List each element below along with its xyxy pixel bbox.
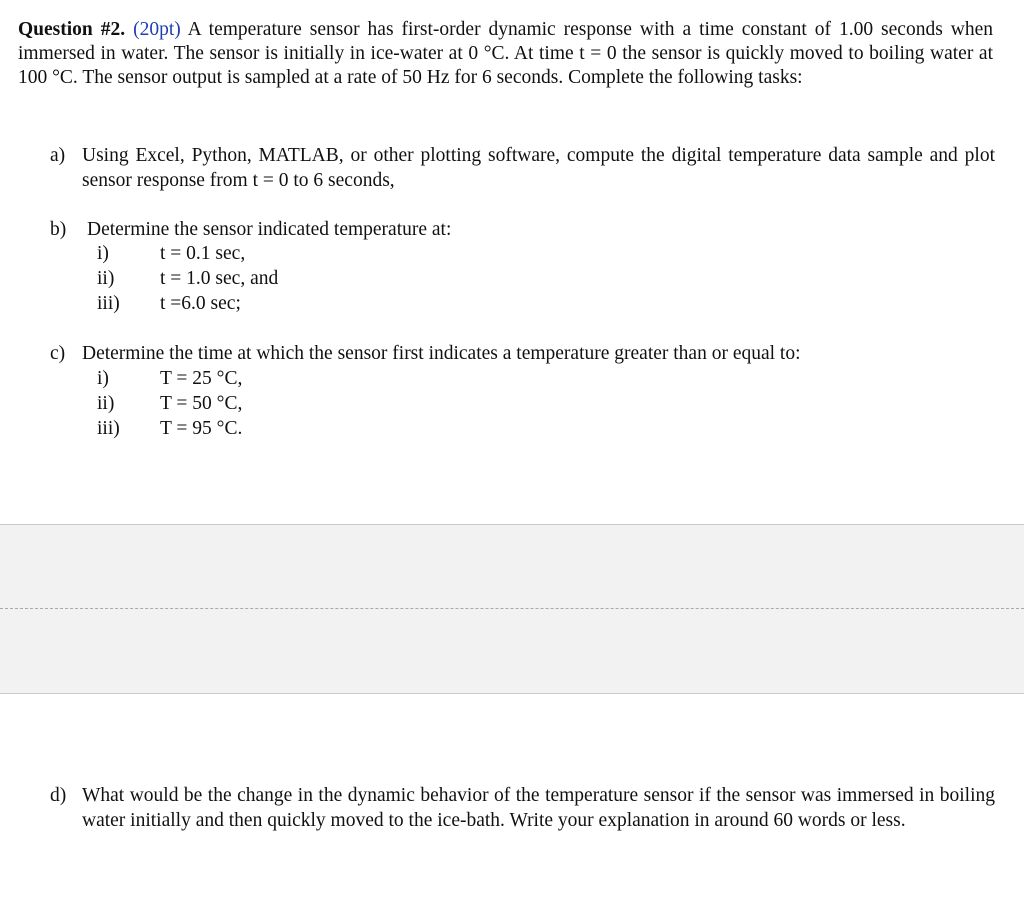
part-b-item-number: i) [97,243,109,264]
part-c-text: Determine the time at which the sensor first indicates a temperature greater than or equal to: [82,343,801,364]
part-b-item-number: iii) [97,293,120,314]
part-b-item-text: t = 0.1 sec, [160,243,246,264]
part-c-item-text: T = 25 °C, [160,368,243,389]
part-d [50,784,995,833]
part-c [50,342,995,367]
part-c-item-number: iii) [97,418,120,439]
part-b-item [97,267,278,292]
part-c-item-number: ii) [97,393,115,414]
part-b-item [97,292,241,317]
part-d-label: d) [50,785,67,806]
part-c-item [97,367,242,392]
part-b [50,218,995,243]
part-b-item-text: t =6.0 sec; [160,293,241,314]
question-header [18,18,993,90]
part-c-item-text: T = 50 °C, [160,393,243,414]
part-c-label: c) [50,343,66,364]
part-c-item-number: i) [97,368,109,389]
part-b-label: b) [50,219,67,240]
part-b-item [97,242,245,267]
part-c-item [97,392,242,417]
part-d-text: What would be the change in the dynamic behavior of the temperature sensor if the sensor was immersed in boiling water initially and then quickly moved to the ice-bath. Write your explanation in around 60 words or less. [82,785,995,831]
page-break-band [0,524,1024,694]
part-c-item [97,417,242,442]
part-b-item-text: t = 1.0 sec, and [160,268,279,289]
part-b-text: Determine the sensor indicated temperature at: [87,219,452,240]
page-break-divider [0,608,1024,609]
question-body: A temperature sensor has first-order dynamic response with a time constant of 1.00 seconds when immersed in water. The sensor is initially in ice-water at 0 °C. At time t = 0 the sensor is quickly moved to boiling water at 100 °C. The sensor output is sampled at a rate of 50 Hz for 6 seconds. Complete the following tasks: [18,19,994,88]
question-title: Question #2. [18,19,126,40]
part-b-item-number: ii) [97,268,115,289]
part-a [50,144,995,193]
question-points: (20pt) [133,19,181,40]
part-a-label: a) [50,145,66,166]
part-c-item-text: T = 95 °C. [160,418,243,439]
part-a-text: Using Excel, Python, MATLAB, or other plotting software, compute the digital temperature data sample and plot sensor response from t = 0 to 6 seconds, [82,145,995,191]
